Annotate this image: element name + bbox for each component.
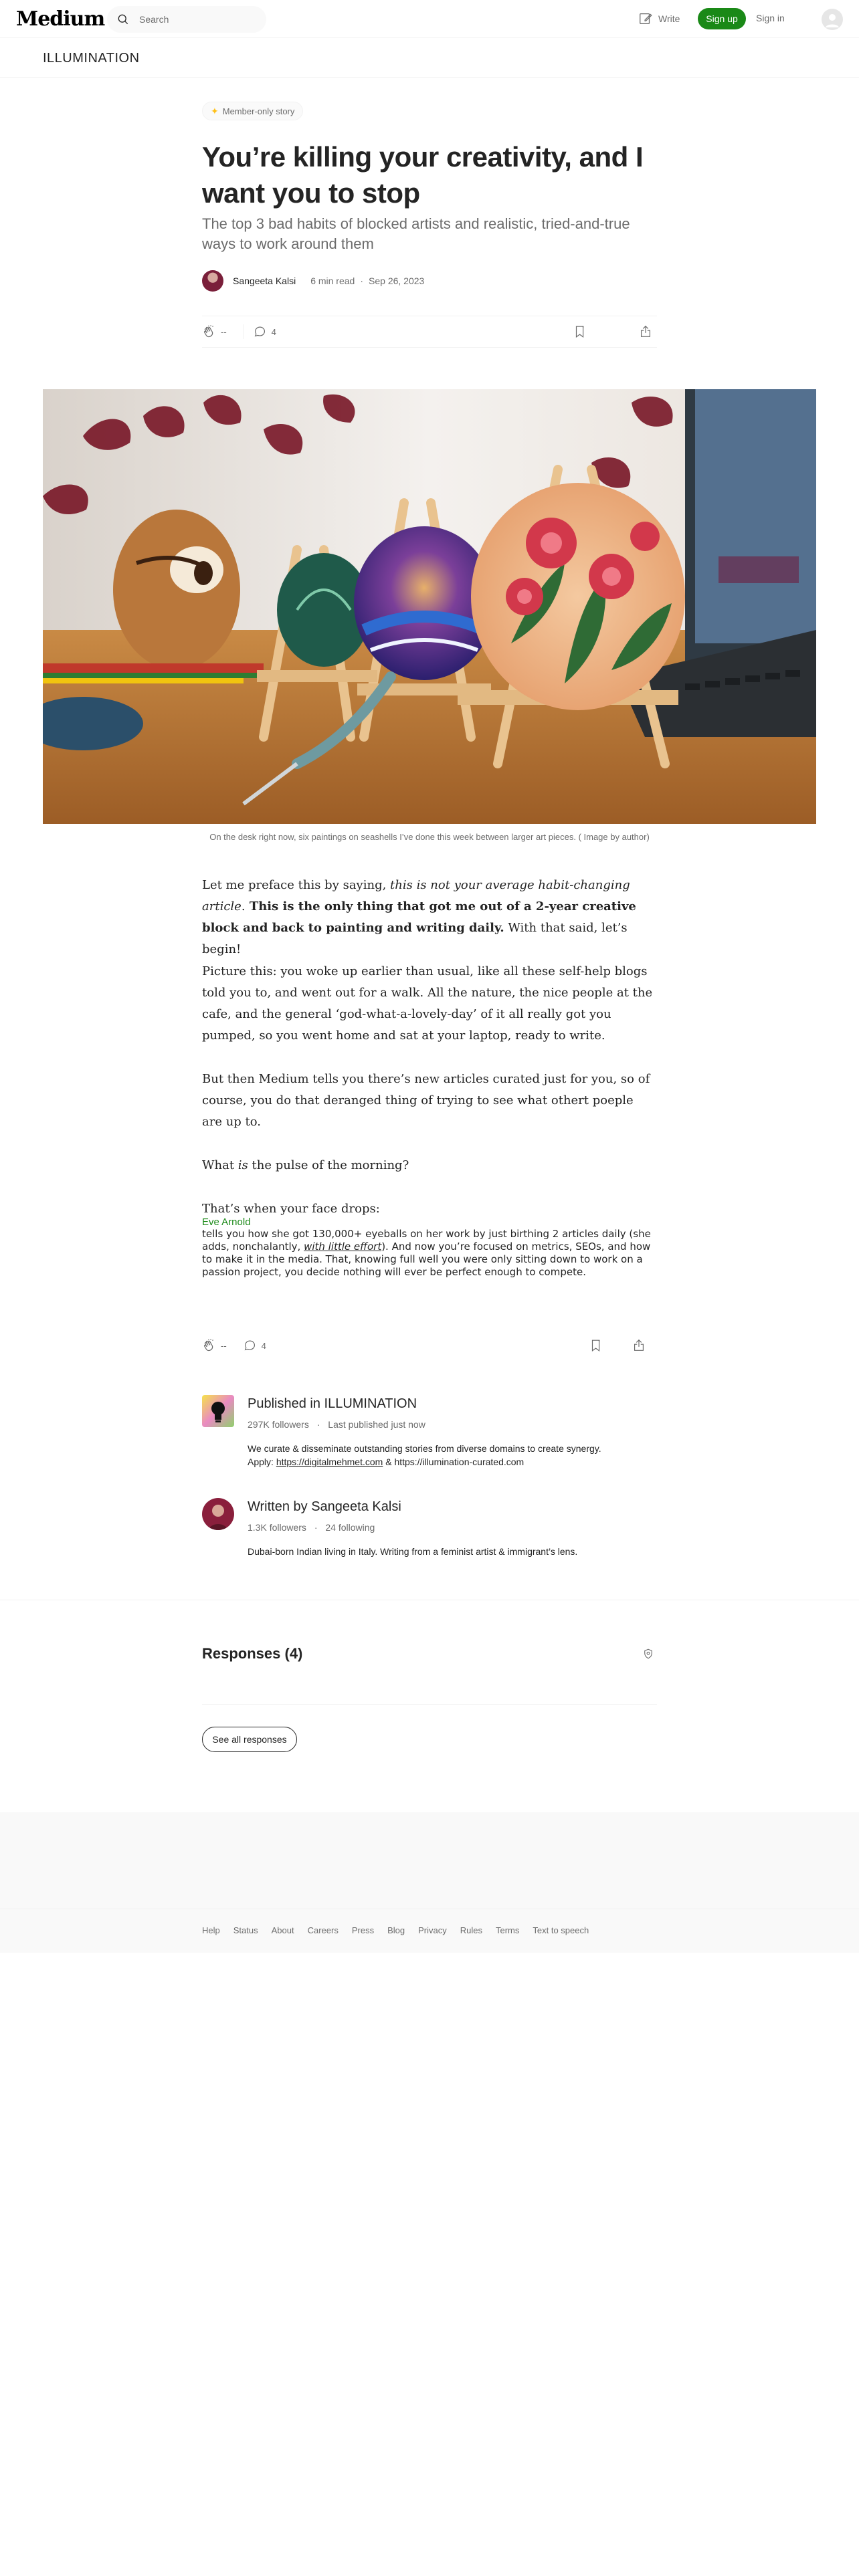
- paragraph-3: But then Medium tells you there’s new articles curated just for you, so of course, you do that deranged thing of trying to see what othert poeple are up to.: [202, 1072, 650, 1129]
- p4-italic: is: [237, 1158, 248, 1172]
- publication-desc-b: & https://illumination-curated.com: [383, 1457, 524, 1467]
- share-icon: [632, 1338, 646, 1353]
- footer-link-press[interactable]: Press: [351, 1925, 375, 1935]
- publication-logo[interactable]: [202, 1395, 234, 1427]
- p1-bold: This is the only thing that got me out of a 2-year creative block and back to painting and writing daily.: [202, 899, 636, 935]
- action-bar-bottom: [202, 1329, 657, 1362]
- sign-up-button[interactable]: Sign up: [698, 8, 746, 29]
- author-bio: Dubai-born Indian living in Italy. Writing from a feminist artist & immigrant’s lens.: [248, 1546, 578, 1557]
- recommendations-area: [0, 1812, 859, 1909]
- comment-count-bottom: 4: [261, 1340, 266, 1351]
- quoted-person-link[interactable]: Eve Arnold: [202, 1216, 251, 1228]
- separator-dot: ·: [316, 1419, 320, 1430]
- p4-text-c: the pulse of the morning?: [248, 1158, 409, 1172]
- comment-icon: [253, 324, 268, 339]
- search-input[interactable]: Search: [139, 14, 169, 25]
- p1-text-d: With that said, let’s begin!: [202, 921, 628, 956]
- quote-italic-link: with little effort: [304, 1241, 382, 1253]
- author-meta: [248, 1522, 375, 1533]
- author-avatar-large[interactable]: [202, 1498, 234, 1530]
- share-button-bottom[interactable]: [632, 1338, 646, 1353]
- member-badge-label: Member-only story: [222, 106, 295, 116]
- paragraph-5: That’s when your face drops:: [202, 1202, 380, 1216]
- footer-link-rules[interactable]: Rules: [460, 1925, 482, 1935]
- footer-link-privacy[interactable]: Privacy: [418, 1925, 447, 1935]
- image-caption: On the desk right now, six paintings on seashells I’ve done this week between larger art pieces. ( Image by author): [209, 832, 650, 842]
- bookmark-button[interactable]: [573, 324, 587, 339]
- top-nav: [0, 0, 859, 38]
- p4-text-a: What: [202, 1158, 238, 1172]
- publication-meta: [248, 1419, 425, 1430]
- byline: [202, 267, 424, 294]
- article-subtitle: The top 3 bad habits of blocked artists and realistic, tried-and-true ways to work around them: [202, 215, 630, 252]
- comment-count: 4: [271, 326, 276, 337]
- comment-icon: [243, 1338, 258, 1353]
- publication-link[interactable]: https://digitalmehmet.com: [276, 1457, 383, 1467]
- quoted-passage: [202, 1228, 657, 1279]
- publication-bar: [0, 39, 859, 78]
- write-button[interactable]: [638, 9, 680, 29]
- member-only-badge: [202, 102, 303, 120]
- comments-button-bottom[interactable]: [243, 1338, 266, 1353]
- write-icon: [638, 11, 653, 26]
- user-icon: [822, 9, 843, 30]
- paragraph-2: Picture this: you woke up earlier than usual, like all these self-help blogs told you to, and went out for a walk. All the nature, the nice people at the cafe, and the general ‘god-what-a-lovely-day’ of it all really got you pumped, so you went home and sat at your laptop, ready to write.: [202, 964, 653, 1043]
- author-photo: [202, 1498, 234, 1530]
- quote-text-c: ). And now you’re focused on metrics, SEOs, and how to make it in the media. That, knowing full well you were only sitting down to work on a passion project, you decide nothing will ever be perfect enough to compete.: [202, 1241, 651, 1278]
- author-followers: 1.3K followers: [248, 1522, 306, 1533]
- seashell-paintings-photo: [43, 389, 816, 824]
- p1-italic: this is not your average habit-changing article.: [202, 878, 630, 914]
- publication-name[interactable]: ILLUMINATION: [43, 51, 140, 66]
- clap-count-bottom: --: [221, 1340, 227, 1351]
- published-in-heading[interactable]: Published in ILLUMINATION: [248, 1396, 417, 1411]
- comments-button[interactable]: [243, 324, 276, 339]
- action-bar-top: [202, 316, 657, 348]
- separator-dot: ·: [360, 276, 364, 286]
- last-published: Last published just now: [328, 1419, 425, 1430]
- footer-link-help[interactable]: Help: [202, 1925, 220, 1935]
- bookmark-icon: [573, 324, 587, 339]
- clap-button[interactable]: [202, 324, 227, 339]
- publish-date: Sep 26, 2023: [369, 276, 425, 286]
- clap-button-bottom[interactable]: [202, 1338, 227, 1353]
- clap-icon: [202, 324, 217, 339]
- footer-link-status[interactable]: Status: [233, 1925, 258, 1935]
- publication-desc-a: We curate & disseminate outstanding stories from diverse domains to create synergy. Apply:: [248, 1443, 601, 1467]
- author-name[interactable]: Sangeeta Kalsi: [233, 276, 296, 286]
- quote-text-a: tells you how she got 130,000+ eyeballs on her work by just birthing 2 articles daily (she adds, nonchalantly,: [202, 1228, 651, 1253]
- publication-info: [202, 1395, 657, 1469]
- clap-icon: [202, 1338, 217, 1353]
- read-time: 6 min read: [310, 276, 355, 286]
- share-button[interactable]: [638, 324, 653, 339]
- sign-in-link[interactable]: Sign in: [756, 13, 785, 23]
- bookmark-button-bottom[interactable]: [589, 1338, 603, 1353]
- search-box[interactable]: [107, 6, 266, 33]
- responses-divider: [202, 1704, 657, 1705]
- author-info: [202, 1498, 657, 1565]
- footer-link-text-to-speech[interactable]: Text to speech: [533, 1925, 589, 1935]
- search-icon: [116, 13, 130, 26]
- paragraph-1: [202, 875, 657, 960]
- author-avatar[interactable]: [202, 270, 223, 292]
- publication-followers: 297K followers: [248, 1419, 309, 1430]
- clap-count: --: [221, 326, 227, 337]
- publication-description: [248, 1442, 622, 1469]
- author-following: 24 following: [325, 1522, 375, 1533]
- article-title: You’re killing your creativity, and I want you to stop: [202, 141, 644, 209]
- responses-heading: Responses (4): [202, 1645, 303, 1662]
- p1-text-a: Let me preface this by saying,: [202, 878, 391, 892]
- hero-image: [43, 389, 816, 824]
- footer-links: [202, 1925, 589, 1935]
- see-all-responses-button[interactable]: See all responses: [202, 1727, 297, 1752]
- paragraph-4: [202, 1155, 657, 1176]
- separator-dot: ·: [314, 1522, 318, 1533]
- footer-link-terms[interactable]: Terms: [495, 1925, 520, 1935]
- bookmark-icon: [589, 1338, 603, 1353]
- user-avatar[interactable]: [822, 9, 843, 30]
- star-icon: ✦: [211, 105, 219, 116]
- shield-icon[interactable]: [642, 1648, 654, 1660]
- footer-link-blog[interactable]: Blog: [387, 1925, 405, 1935]
- share-icon: [638, 324, 653, 339]
- lightbulb-icon: [202, 1395, 234, 1427]
- footer: [0, 1909, 859, 1953]
- write-label: Write: [658, 13, 680, 24]
- written-by-heading[interactable]: Written by Sangeeta Kalsi: [248, 1499, 401, 1514]
- medium-logo[interactable]: Medium: [16, 7, 105, 31]
- footer-link-careers[interactable]: Careers: [307, 1925, 339, 1935]
- footer-link-about[interactable]: About: [271, 1925, 294, 1935]
